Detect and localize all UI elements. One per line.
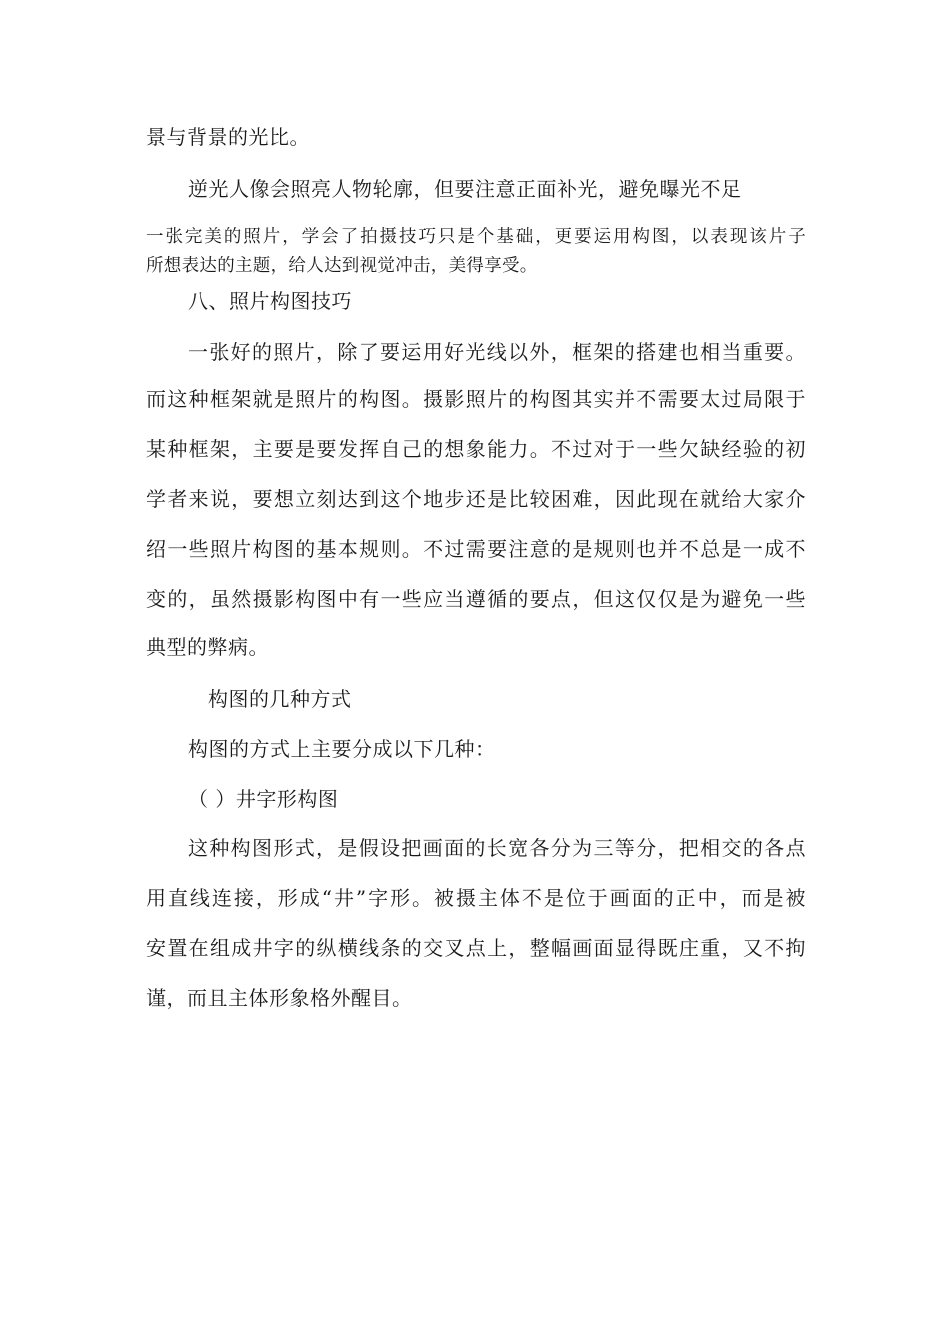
text-line-17: 用直线连接，形成“井”字形。被摄主体不是位于画面的正中，而是被 bbox=[146, 886, 806, 910]
list-item-heading: （ ）井字形构图 bbox=[188, 787, 339, 811]
text-line-9: 学者来说，要想立刻达到这个地步还是比较困难，因此现在就给大家介 bbox=[146, 487, 806, 511]
text-line-6: 一张好的照片，除了要运用好光线以外，框架的搭建也相当重要。 bbox=[188, 340, 806, 364]
text-line-7: 而这种框架就是照片的构图。摄影照片的构图其实并不需要太过局限于 bbox=[146, 387, 806, 411]
text-line-4: 所想表达的主题，给人达到视觉冲击，美得享受。 bbox=[146, 256, 538, 276]
subheading: 构图的几种方式 bbox=[208, 687, 352, 711]
text-line-3: 一张完美的照片，学会了拍摄技巧只是个基础，更要运用构图，以表现该片子 bbox=[146, 227, 806, 247]
text-line-11: 变的，虽然摄影构图中有一些应当遵循的要点，但这仅仅是为避免一些 bbox=[146, 587, 806, 611]
text-line-18: 安置在组成井字的纵横线条的交叉点上，整幅画面显得既庄重，又不拘 bbox=[146, 936, 806, 960]
text-line-8: 某种框架，主要是要发挥自己的想象能力。不过对于一些欠缺经验的初 bbox=[146, 437, 806, 461]
text-line-1: 景与背景的光比。 bbox=[146, 125, 310, 149]
text-line-12: 典型的弊病。 bbox=[146, 635, 269, 659]
text-line-10: 绍一些照片构图的基本规则。不过需要注意的是规则也并不总是一成不 bbox=[146, 537, 806, 561]
text-line-19: 谨，而且主体形象格外醒目。 bbox=[146, 986, 413, 1010]
text-line-14: 构图的方式上主要分成以下几种： bbox=[188, 737, 496, 761]
text-line-16: 这种构图形式，是假设把画面的长宽各分为三等分，把相交的各点 bbox=[188, 836, 806, 860]
text-line-2: 逆光人像会照亮人物轮廓，但要注意正面补光，避免曝光不足 bbox=[188, 177, 742, 201]
section-heading: 八、照片构图技巧 bbox=[188, 289, 352, 313]
